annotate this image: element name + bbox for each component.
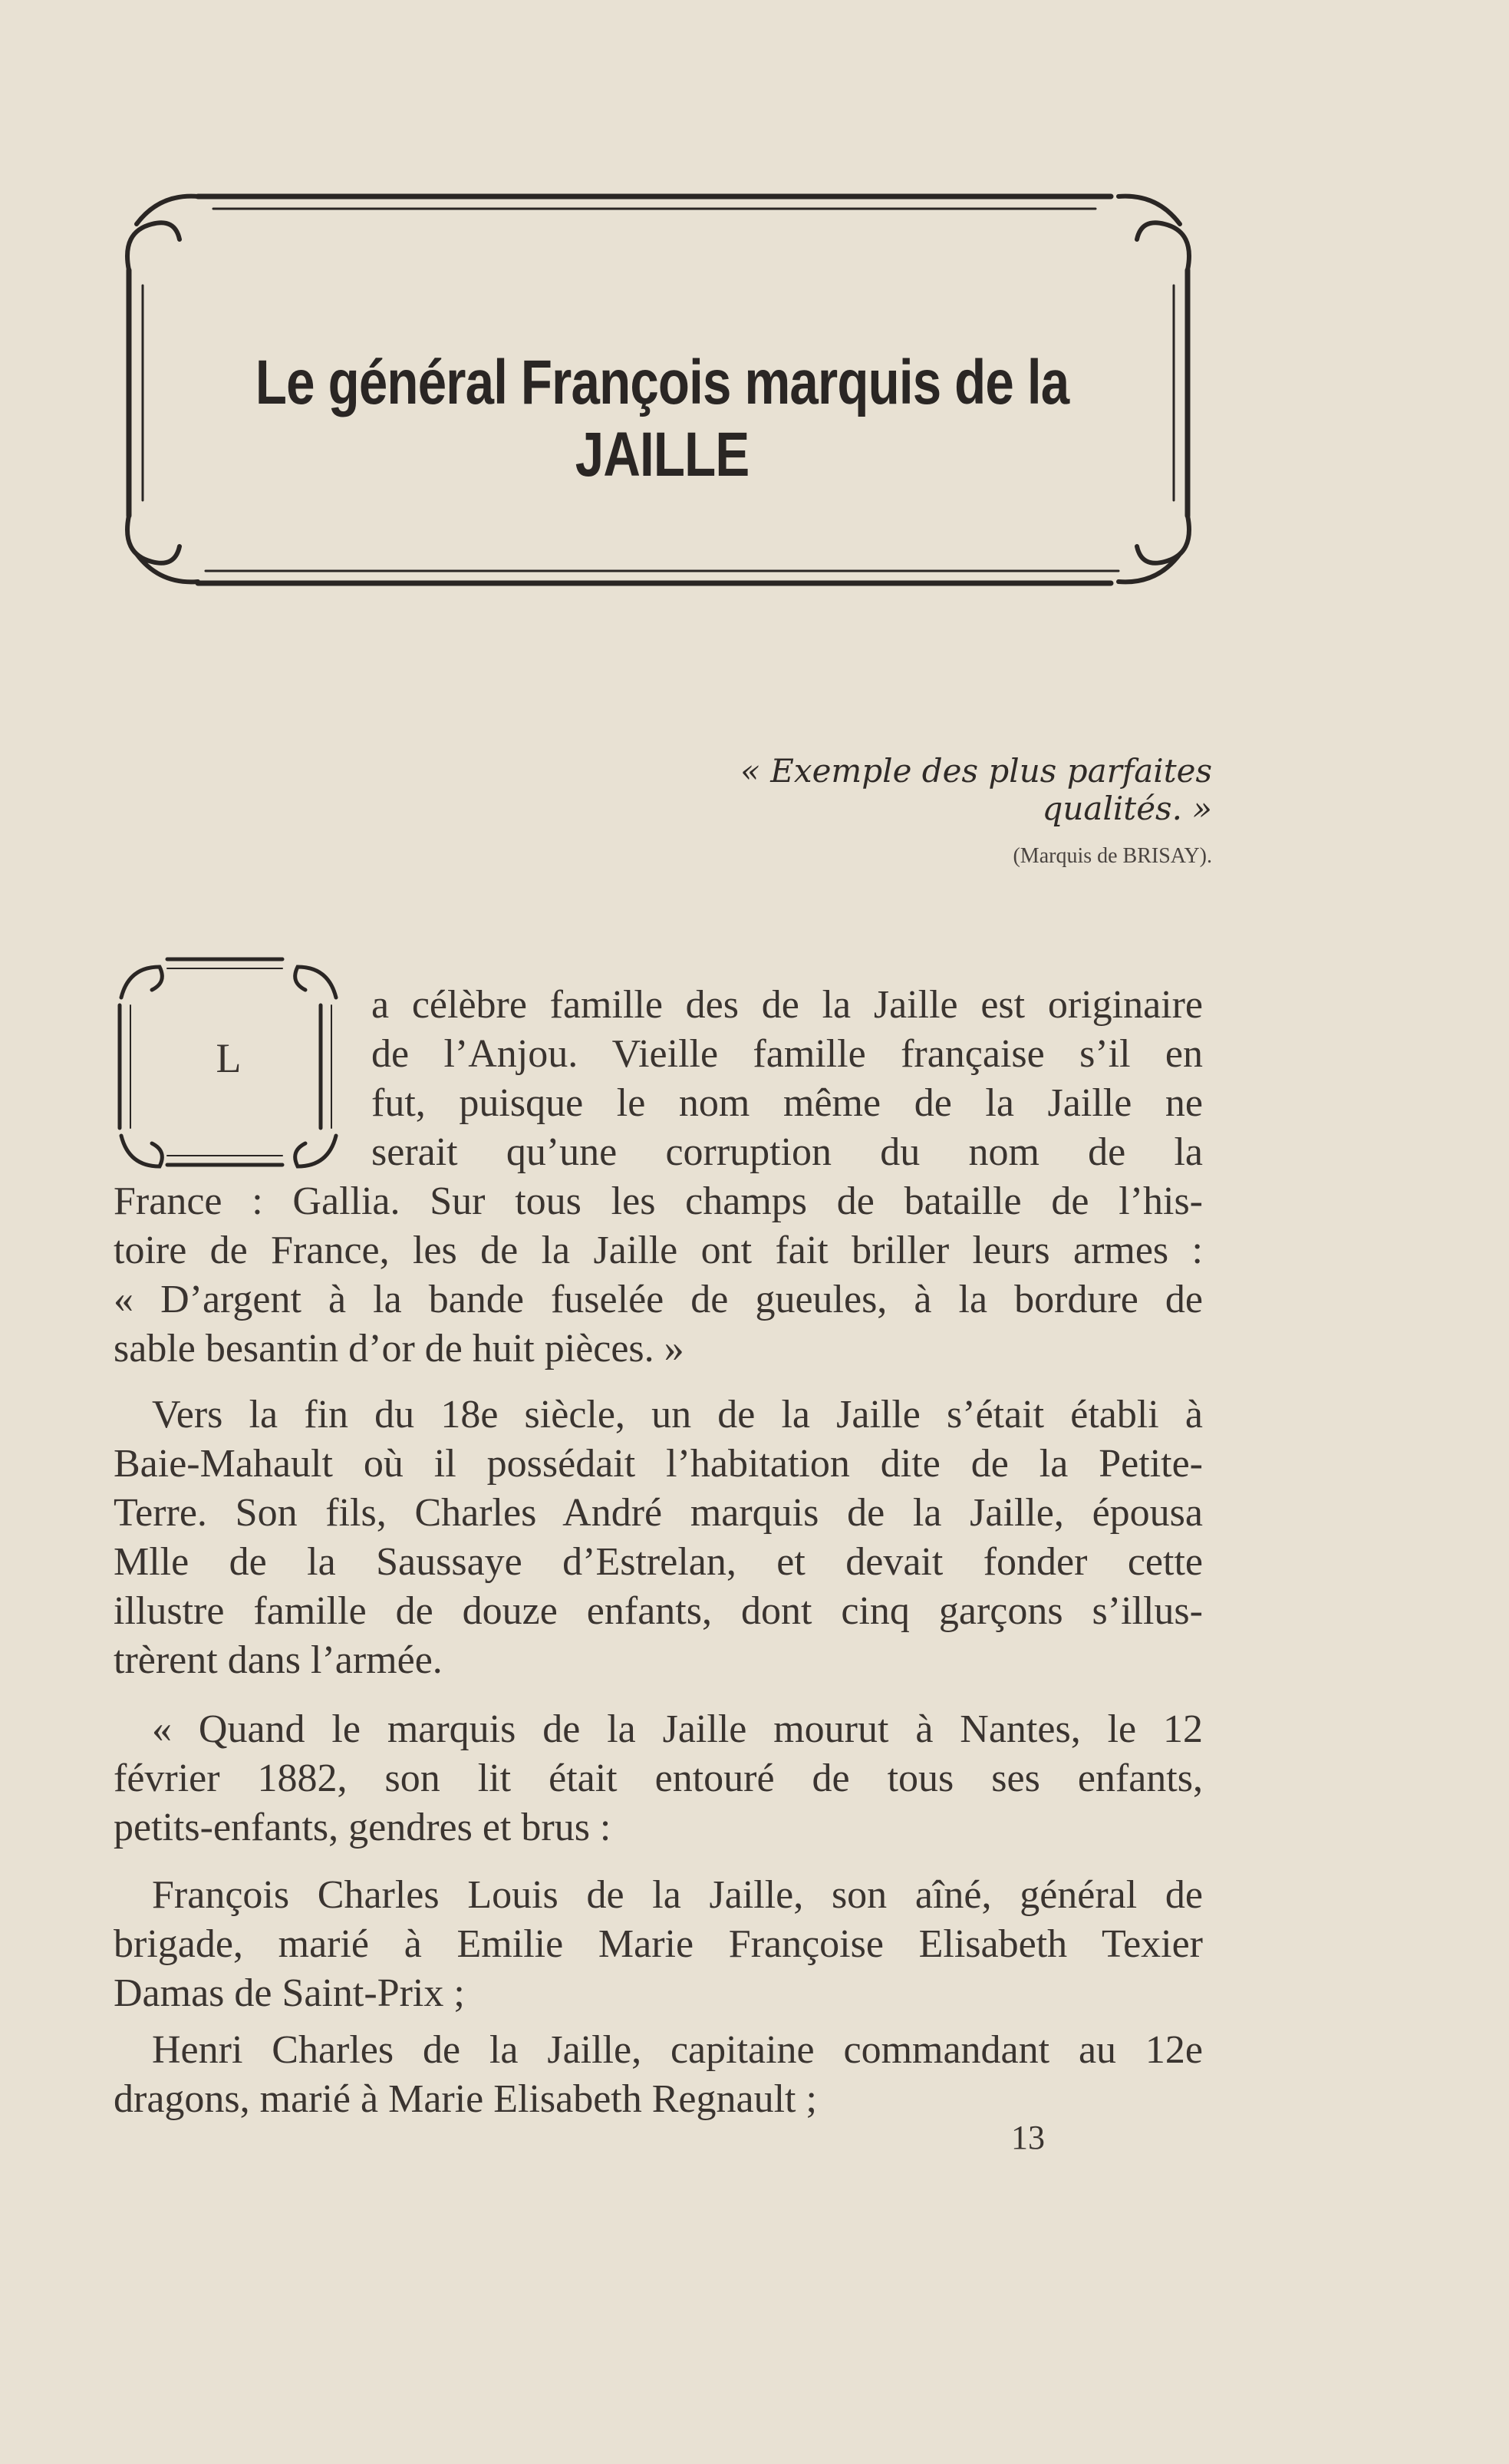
text-line: « Quand le marquis de la Jaille mourut à Nantes, le 12 bbox=[152, 1707, 1203, 1751]
paragraph-1 bbox=[114, 1177, 1203, 1374]
text-line: dragons, marié à Marie Elisabeth Regnault ; bbox=[114, 2077, 817, 2121]
intro-text bbox=[371, 981, 1203, 1177]
text-line: de l’Anjou. Vieille famille française s’il en bbox=[371, 1032, 1203, 1076]
epigraph bbox=[598, 752, 1212, 869]
text-line: sable besantin d’or de huit pièces. » bbox=[114, 1327, 684, 1371]
title-frame bbox=[114, 178, 1203, 608]
paragraph-4 bbox=[114, 1871, 1203, 2018]
paragraph-5 bbox=[114, 2026, 1203, 2124]
text-line: Vers la fin du 18e siècle, un de la Jaille s’était établi à bbox=[152, 1393, 1203, 1437]
text-line: Baie-Mahault où il possédait l’habitation dite de la Petite- bbox=[114, 1442, 1203, 1486]
text-line: « D’argent à la bande fuselée de gueules, à la bordure de bbox=[114, 1278, 1203, 1321]
text-line: brigade, marié à Emilie Marie Françoise Elisabeth Texier bbox=[114, 1922, 1203, 1966]
drop-cap-letter: L bbox=[216, 1035, 242, 1081]
page-title: Le général François marquis de la JAILLE bbox=[255, 348, 1069, 490]
text-line: François Charles Louis de la Jaille, son aîné, général de bbox=[152, 1873, 1203, 1917]
text-line: serait qu’une corruption du nom de la bbox=[371, 1130, 1203, 1174]
text-line: Damas de Saint-Prix ; bbox=[114, 1971, 465, 2015]
text-line: toire de France, les de la Jaille ont fait briller leurs armes : bbox=[114, 1229, 1203, 1272]
drop-cap bbox=[114, 952, 344, 1182]
text-line: Henri Charles de la Jaille, capitaine commandant au 12e bbox=[152, 2028, 1203, 2072]
epigraph-quote: « Exemple des plus parfaites qualités. » bbox=[740, 752, 1212, 827]
text-line: France : Gallia. Sur tous les champs de bataille de l’his- bbox=[114, 1179, 1203, 1223]
paragraph-3 bbox=[114, 1705, 1203, 1852]
text-line: illustre famille de douze enfants, dont cinq garçons s’illus- bbox=[114, 1589, 1203, 1633]
text-line: petits-enfants, gendres et brus : bbox=[114, 1806, 611, 1849]
text-line: a célèbre famille des de la Jaille est originaire bbox=[371, 983, 1203, 1027]
epigraph-attribution: (Marquis de BRISAY). bbox=[1013, 844, 1212, 868]
text-line: Mlle de la Saussaye d’Estrelan, et devait fonder cette bbox=[114, 1540, 1203, 1584]
page-number: 13 bbox=[1011, 2119, 1045, 2156]
paragraph-2 bbox=[114, 1390, 1203, 1685]
text-line: trèrent dans l’armée. bbox=[114, 1638, 443, 1682]
text-line: fut, puisque le nom même de la Jaille ne bbox=[371, 1081, 1203, 1125]
text-line: Terre. Son fils, Charles André marquis de la Jaille, épousa bbox=[114, 1491, 1203, 1535]
text-line: février 1882, son lit était entouré de tous ses enfants, bbox=[114, 1756, 1203, 1800]
